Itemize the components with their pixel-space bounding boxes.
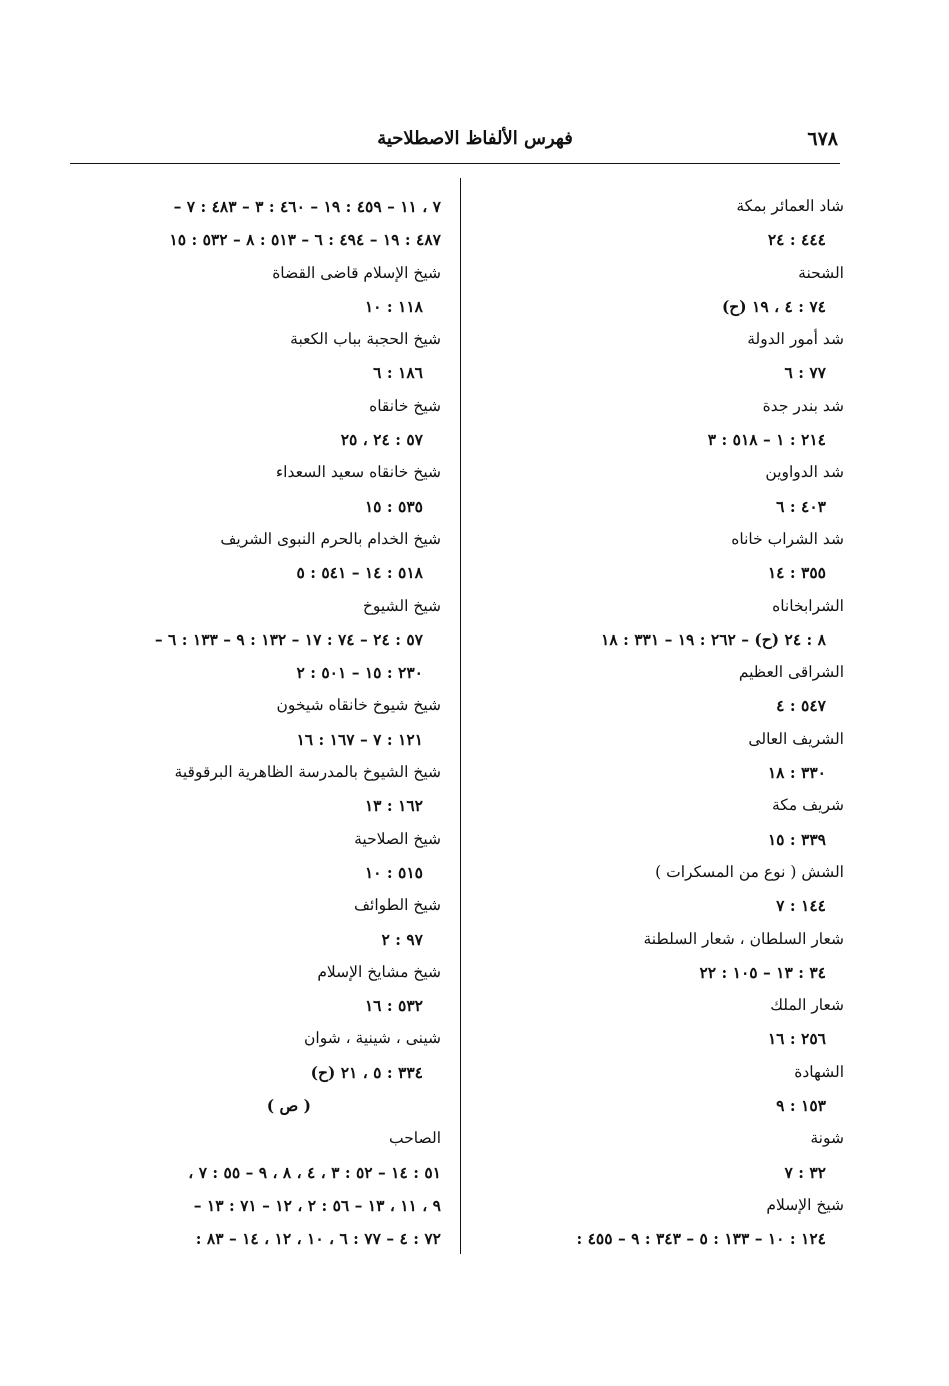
index-entry <box>61 756 441 789</box>
index-entry <box>474 190 844 223</box>
index-entry <box>61 1022 441 1055</box>
page-reference-line <box>61 556 441 589</box>
index-term: شد الدواوين <box>765 463 844 482</box>
index-entry <box>474 789 844 822</box>
index-term: شيخ الإسلام قاضى القضاة <box>272 263 441 282</box>
page-references: ٢١٤ : ١ – ٥١٨ : ٣ <box>707 430 826 450</box>
index-term: شونة <box>810 1129 844 1148</box>
page-reference-line <box>474 956 844 989</box>
index-entry <box>474 456 844 489</box>
page-references: ٥١٥ : ١٠ <box>364 862 423 882</box>
index-term: الشش ( نوع من المسكرات ) <box>655 862 844 881</box>
page-references: ٥١ : ١٤ – ٥٢ : ٣ ، ٤ ، ٨ ، ٩ – ٥٥ : ٧ ، <box>188 1162 441 1182</box>
page-references: ٣٢ : ٧ <box>784 1162 826 1182</box>
index-term: شيخ خانقاه <box>369 396 441 415</box>
index-term: شيخ الخدام بالحرم النبوى الشريف <box>220 529 441 548</box>
index-entry <box>474 1122 844 1155</box>
index-entry <box>474 856 844 889</box>
index-term: شيخ الإسلام <box>766 1195 844 1214</box>
page-reference-line <box>61 623 441 656</box>
page-reference-line <box>61 656 441 689</box>
index-entry <box>474 989 844 1022</box>
index-term: شيخ الصلاحية <box>354 829 441 848</box>
index-term: شد بندر جدة <box>762 396 844 415</box>
index-term: شعار السلطان ، شعار السلطنة <box>643 929 844 948</box>
page-references: ٩٧ : ٢ <box>381 929 423 949</box>
page-reference-line <box>61 490 441 523</box>
index-term: شعار الملك <box>770 996 844 1015</box>
index-term: الشحنة <box>798 263 844 282</box>
page-reference-line <box>474 756 844 789</box>
page-references: ٥٧ : ٢٤ – ٧٤ : ١٧ – ١٣٢ : ٩ – ١٣٣ : ٦ – <box>154 629 423 649</box>
page-references: ٤٨٧ : ١٩ – ٤٩٤ : ٦ – ٥١٣ : ٨ – ٥٣٢ : ١٥ <box>169 230 441 250</box>
page-reference-line <box>474 689 844 722</box>
page-reference-line <box>474 356 844 389</box>
page-references: ٣٣٩ : ١٥ <box>767 829 826 849</box>
page-references: ١٢١ : ٧ – ١٦٧ : ١٦ <box>296 729 423 749</box>
page-references: ١١٨ : ١٠ <box>364 296 423 316</box>
index-entry <box>474 590 844 623</box>
page-references: ١٤٤ : ٧ <box>776 896 826 916</box>
index-entry <box>474 390 844 423</box>
page-references: ٣٣٤ : ٥ ، ٢١ (ح) <box>310 1062 423 1082</box>
page-number: ٦٧٨ <box>807 128 838 150</box>
column-divider <box>460 178 461 1254</box>
page-reference-line <box>474 1089 844 1122</box>
page-references: ٢٥٦ : ١٦ <box>767 1029 826 1049</box>
index-term: الشرابخاناه <box>772 596 844 615</box>
index-entry <box>474 323 844 356</box>
page-reference-line <box>61 223 441 256</box>
index-term: الشريف العالى <box>748 729 844 748</box>
page-references: ٣٣٠ : ١٨ <box>767 763 826 783</box>
page-reference-line <box>474 423 844 456</box>
page-reference-line <box>61 723 441 756</box>
page-references: ٤٠٣ : ٦ <box>776 496 826 516</box>
section-heading <box>61 1089 441 1122</box>
page-reference-line <box>474 623 844 656</box>
page-reference-line <box>474 823 844 856</box>
page-reference-line <box>61 290 441 323</box>
index-term: شيخ الشيوخ <box>362 596 441 615</box>
page-reference-line <box>474 1156 844 1189</box>
page-header <box>70 128 840 162</box>
index-entry <box>61 323 441 356</box>
index-entry <box>474 923 844 956</box>
page-reference-line <box>474 223 844 256</box>
header-rule <box>70 163 840 164</box>
page-references: ٩ ، ١١ ، ١٣ – ٥٦ : ٢ ، ١٢ – ٧١ : ١٣ – <box>193 1195 441 1215</box>
page-reference-line <box>474 556 844 589</box>
page-references: ٤٤٤ : ٢٤ <box>767 230 826 250</box>
page-reference-line <box>61 923 441 956</box>
page-references: ١٥٣ : ٩ <box>776 1096 826 1116</box>
page-reference-line <box>61 789 441 822</box>
index-term: الشهادة <box>794 1062 844 1081</box>
page-reference-line <box>474 290 844 323</box>
page-references: ٧ ، ١١ – ٤٥٩ : ١٩ – ٤٦٠ : ٣ – ٤٨٣ : ٧ – <box>173 197 441 216</box>
page-reference-line <box>61 356 441 389</box>
index-entry <box>474 1189 844 1222</box>
index-term: شيخ الطوائف <box>353 896 441 915</box>
index-term: شيخ الحجبة بباب الكعبة <box>290 330 441 349</box>
index-term: شيخ مشايخ الإسلام <box>317 962 441 981</box>
page-reference-line <box>61 856 441 889</box>
page-reference-line <box>474 490 844 523</box>
index-entry <box>61 390 441 423</box>
page-references: ١٢٤ : ١٠ – ١٣٣ : ٥ – ٣٤٣ : ٩ – ٤٥٥ : <box>576 1229 826 1249</box>
page-references: ٧٤ : ٤ ، ١٩ (ح) <box>721 296 826 316</box>
page-references: ٨ : ٢٤ (ح) – ٢٦٢ : ١٩ – ٣٣١ : ١٨ <box>601 629 826 649</box>
index-entry <box>61 257 441 290</box>
index-term: شيخ الشيوخ بالمدرسة الظاهرية البرقوقية <box>174 763 441 782</box>
index-entry <box>61 956 441 989</box>
page-reference-line <box>474 889 844 922</box>
page-reference-line <box>474 1222 844 1255</box>
page-reference-line <box>61 989 441 1022</box>
page-references: ٧٢ : ٤ – ٧٧ : ٦ ، ١٠ ، ١٢ ، ١٤ – ٨٣ : <box>195 1229 441 1249</box>
index-entry <box>61 689 441 722</box>
page-references: ١٨٦ : ٦ <box>373 363 423 383</box>
section-letter: ( ص ) <box>266 1096 311 1116</box>
page-references: ٣٥٥ : ١٤ <box>767 563 826 583</box>
index-term: شيخ شيوخ خانقاه شيخون <box>276 696 441 715</box>
index-entry <box>474 257 844 290</box>
page-reference-line <box>61 423 441 456</box>
page-references: ٥٣٢ : ١٦ <box>364 996 423 1016</box>
index-column-left <box>61 190 441 1256</box>
page-references: ٥٣٥ : ١٥ <box>364 496 423 516</box>
index-term: شاد العمائر بمكة <box>736 197 844 215</box>
index-entry <box>61 1122 441 1155</box>
page-references: ٥١٨ : ١٤ – ٥٤١ : ٥ <box>296 563 423 583</box>
index-entry <box>61 456 441 489</box>
index-entry <box>61 590 441 623</box>
page-references: ٥٤٧ : ٤ <box>776 696 826 716</box>
page-reference-line <box>474 1022 844 1055</box>
page-references: ٣٤ : ١٣ – ١٠٥ : ٢٢ <box>699 962 826 982</box>
page-reference-line <box>61 1056 441 1089</box>
index-entry <box>61 823 441 856</box>
index-entry <box>61 889 441 922</box>
index-entry <box>474 656 844 689</box>
index-term: شد أمور الدولة <box>747 330 844 349</box>
index-entry <box>474 723 844 756</box>
page-references: ٥٧ : ٢٤ ، ٢٥ <box>340 430 423 450</box>
index-entry <box>61 523 441 556</box>
page-reference-line <box>61 1156 441 1189</box>
index-term: شيخ خانقاه سعيد السعداء <box>275 463 441 482</box>
index-term: شريف مكة <box>772 796 844 815</box>
index-term: شد الشراب خاناه <box>731 529 844 548</box>
page-references: ٢٣٠ : ١٥ – ٥٠١ : ٢ <box>296 663 423 683</box>
index-entry <box>474 1056 844 1089</box>
index-term: الصاحب <box>389 1129 441 1148</box>
page-reference-line <box>61 1189 441 1222</box>
page-references: ١٦٢ : ١٣ <box>364 796 423 816</box>
index-term: شينى ، شينية ، شوان <box>304 1029 441 1048</box>
page-references: ٧٧ : ٦ <box>784 363 826 383</box>
page-reference-line <box>61 1222 441 1255</box>
page-reference-line <box>61 190 441 223</box>
index-term: الشراقى العظيم <box>738 663 844 682</box>
index-entry <box>474 523 844 556</box>
running-title: فهرس الألفاظ الاصطلاحية <box>377 128 573 149</box>
index-column-right <box>474 190 844 1256</box>
